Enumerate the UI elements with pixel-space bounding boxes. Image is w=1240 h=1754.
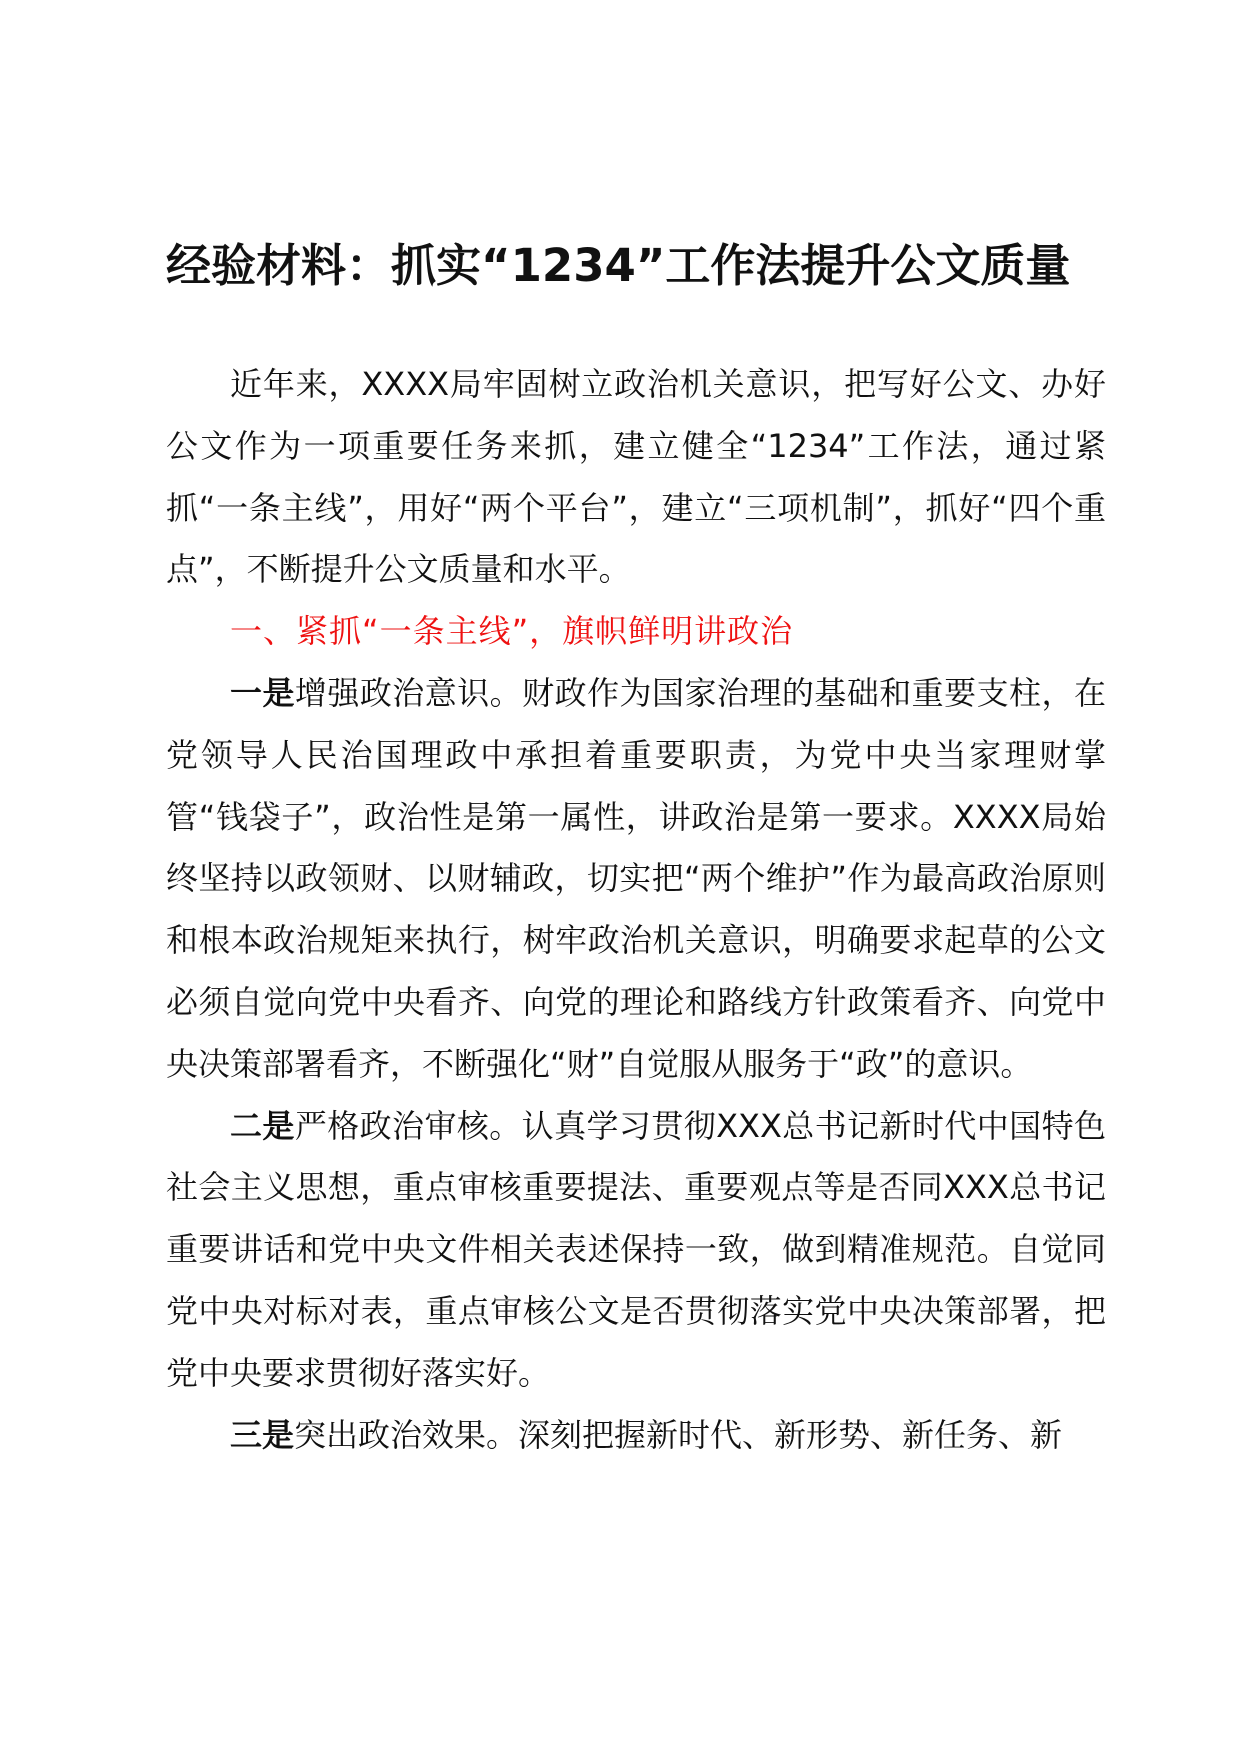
point-text-2: 严格政治审核。认真学习贯彻XXX总书记新时代中国特色社会主义思想，重点审核重要提法、重要观点等是否同XXX总书记重要讲话和党中央文件相关表述保持一致，做到精准规范。自觉同党中央对标对表，重点审核公文是否贯彻落实党中央决策部署，把党中央要求贯彻好落实好。: [166, 1106, 1106, 1392]
point-paragraph-3: [166, 1405, 1106, 1467]
point-text-1: 增强政治意识。财政作为国家治理的基础和重要支柱，在党领导人民治国理政中承担着重要职责，为党中央当家理财掌管“钱袋子”，政治性是第一属性，讲政治是第一要求。XXXX局始终坚持以政领财、以财辅政，切实把“两个维护”作为最高政治原则和根本政治规矩来执行，树牢政治机关意识，明确要求起草的公文必须自觉向党中央看齐、向党的理论和路线方针政策看齐、向党中央决策部署看齐，不断强化“财”自觉服从服务于“政”的意识。: [166, 673, 1106, 1083]
point-paragraph-2: [166, 1096, 1106, 1405]
point-text-3: 突出政治效果。深刻把握新时代、新形势、新任务、新: [294, 1415, 1063, 1454]
intro-paragraph: 近年来，XXXX局牢固树立政治机关意识，把写好公文、办好公文作为一项重要任务来抓，建立健全“1234”工作法，通过紧抓“一条主线”，用好“两个平台”，建立“三项机制”，抓好“四个重点”，不断提升公文质量和水平。: [166, 365, 1106, 589]
section-heading-1: 一、紧抓“一条主线”，旗帜鲜明讲政治: [230, 612, 794, 651]
point-lead-2: 二是: [230, 1106, 295, 1145]
point-paragraph-1: [166, 663, 1106, 1096]
document-body: [166, 354, 1106, 1466]
point-lead-1: 一是: [230, 673, 295, 712]
point-lead-3: 三是: [230, 1415, 295, 1454]
document-title: 经验材料：抓实“1234”工作法提升公文质量: [166, 239, 1071, 292]
